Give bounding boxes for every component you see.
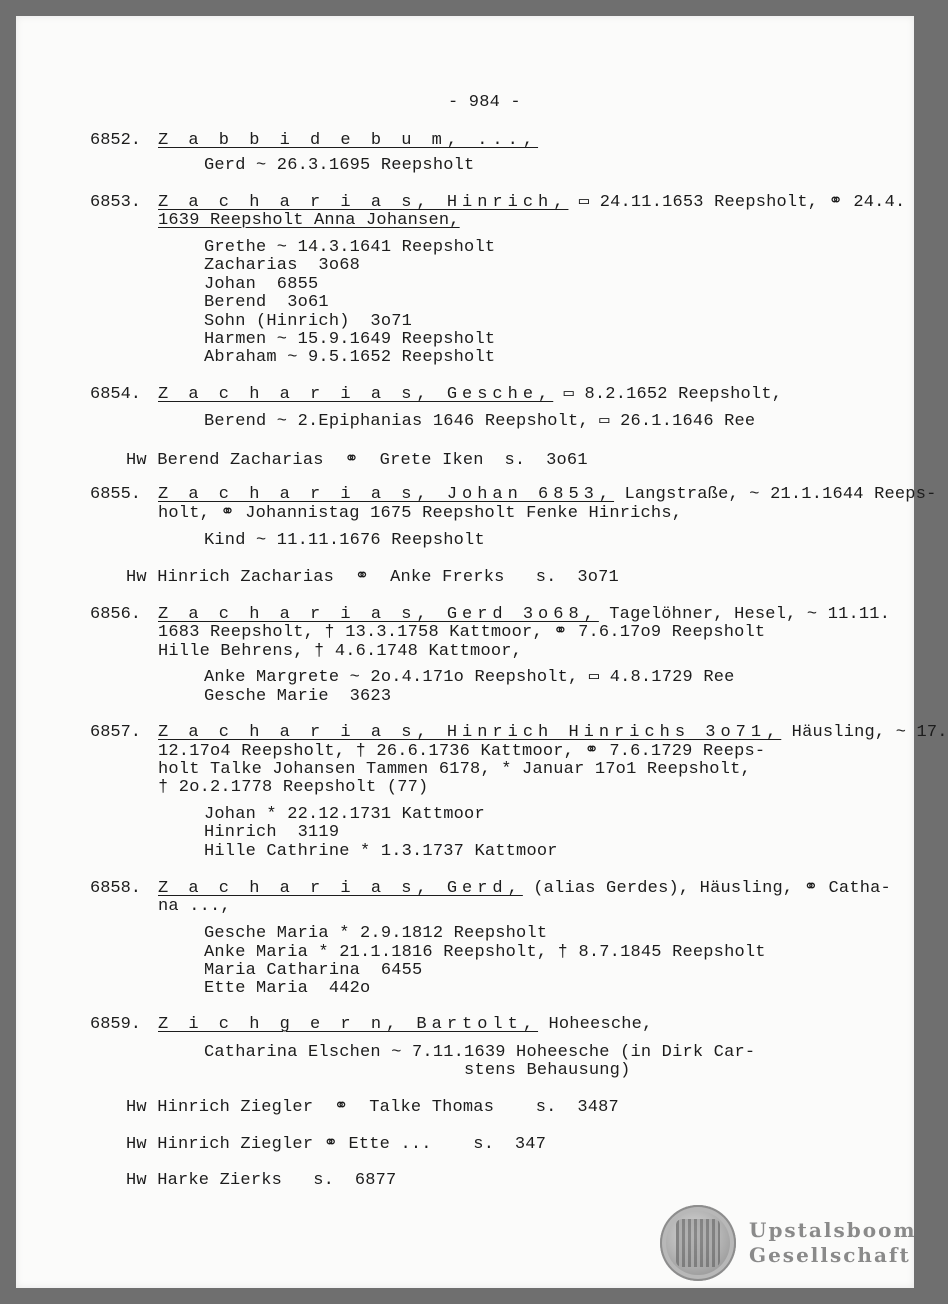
child-line: Johan 6855	[204, 275, 319, 294]
child-line: Anke Maria * 21.1.1816 Reepsholt, † 8.7.1845 Reepsholt	[204, 943, 766, 962]
brand-line-1: Upstalsboom	[749, 1218, 917, 1242]
entry-continuation: holt, ⚭ Johannistag 1675 Reepsholt Fenke Hinrichs,	[158, 504, 683, 523]
entry-heading	[158, 606, 890, 624]
child-line: Ette Maria 442o	[204, 979, 371, 998]
entry-surname: Z a b b i d e b u m, ...,	[158, 131, 539, 150]
entry-surname: Z a c h a r i a s, Gerd 3o68,	[158, 605, 599, 624]
entry-continuation: 1683 Reepsholt, † 13.3.1758 Kattmoor, ⚭ 7.6.17o9 Reepsholt	[158, 623, 766, 642]
brand-line-2: Gesellschaft	[749, 1243, 911, 1267]
entry-continuation: † 2o.2.1778 Reepsholt (77)	[158, 778, 429, 797]
child-line: Catharina Elschen ~ 7.11.1639 Hoheesche (in Dirk Car-	[204, 1043, 756, 1062]
entry-heading	[158, 194, 905, 212]
entry-heading	[158, 386, 782, 404]
child-line: Kind ~ 11.11.1676 Reepsholt	[204, 531, 485, 550]
entry-rest: Hoheesche,	[538, 1015, 653, 1034]
hw-line: Hw Harke Zierks s. 6877	[126, 1171, 397, 1190]
entry-rest: (alias Gerdes), Häusling, ⚭ Catha-	[522, 879, 891, 898]
entry-heading	[158, 880, 891, 898]
entry-heading	[158, 486, 937, 504]
entry-continuation: 1639 Reepsholt Anna Johansen,	[158, 211, 460, 230]
entry-surname: Z a c h a r i a s, Johan 6853,	[158, 485, 615, 504]
hw-line: Hw Hinrich Ziegler ⚭ Talke Thomas s. 3487	[126, 1098, 619, 1117]
entry-continuation: holt Talke Johansen Tammen 6178, * Januar 17o1 Reepsholt,	[158, 760, 751, 779]
entry-number: 6856.	[90, 605, 142, 624]
child-line: Hinrich 3119	[204, 823, 340, 842]
child-line: Gesche Maria * 2.9.1812 Reepsholt	[204, 924, 548, 943]
entry-number: 6855.	[90, 485, 142, 504]
hw-line: Hw Hinrich Ziegler ⚭ Ette ... s. 347	[126, 1135, 547, 1154]
entry-number: 6854.	[90, 385, 142, 404]
entry-rest: Tagelöhner, Hesel, ~ 11.11.	[598, 605, 891, 624]
entry-continuation: 12.17o4 Reepsholt, † 26.6.1736 Kattmoor, ⚭ 7.6.1729 Reeps-	[158, 742, 766, 761]
entry-rest: ▭ 8.2.1652 Reepsholt,	[553, 385, 783, 404]
hw-line: Hw Hinrich Zacharias ⚭ Anke Frerks s. 3o71	[126, 568, 619, 587]
entry-heading	[158, 1016, 652, 1034]
child-line: Gesche Marie 3623	[204, 687, 392, 706]
child-line: Grethe ~ 14.3.1641 Reepsholt	[204, 238, 496, 257]
entry-surname: Z a c h a r i a s, Hinrich,	[158, 193, 569, 212]
child-line: Harmen ~ 15.9.1649 Reepsholt	[204, 330, 496, 349]
child-line: Zacharias 3o68	[204, 256, 361, 275]
child-line: Abraham ~ 9.5.1652 Reepsholt	[204, 348, 496, 367]
entry-number: 6852.	[90, 131, 142, 150]
entry-number: 6859.	[90, 1015, 142, 1034]
document-page	[16, 16, 948, 1288]
child-line: Berend 3o61	[204, 293, 329, 312]
page-number: - 984 -	[448, 93, 521, 112]
entry-rest: Langstraße, ~ 21.1.1644 Reeps-	[614, 485, 937, 504]
seal-logo-icon	[660, 1205, 736, 1281]
entry-number: 6858.	[90, 879, 142, 898]
entry-surname: Z a c h a r i a s, Hinrich Hinrichs 3o71,	[158, 723, 782, 742]
entry-continuation: Hille Behrens, † 4.6.1748 Kattmoor,	[158, 642, 523, 661]
entry-surname: Z a c h a r i a s, Gerd,	[158, 879, 523, 898]
entry-heading	[158, 132, 538, 150]
child-line: Berend ~ 2.Epiphanias 1646 Reepsholt, ▭ 26.1.1646 Ree	[204, 412, 756, 431]
child-line: Sohn (Hinrich) 3o71	[204, 312, 413, 331]
child-line: Johan * 22.12.1731 Kattmoor	[204, 805, 485, 824]
entry-number: 6857.	[90, 723, 142, 742]
child-line: stens Behausung)	[204, 1061, 631, 1080]
entry-rest: Häusling, ~ 17.	[781, 723, 948, 742]
child-line: Hille Cathrine * 1.3.1737 Kattmoor	[204, 842, 558, 861]
entry-heading	[158, 724, 948, 742]
entry-rest: ▭ 24.11.1653 Reepsholt, ⚭ 24.4.	[568, 193, 906, 212]
child-line: Anke Margrete ~ 2o.4.171o Reepsholt, ▭ 4.8.1729 Ree	[204, 668, 735, 687]
child-line: Gerd ~ 26.3.1695 Reepsholt	[204, 156, 475, 175]
hw-line: Hw Berend Zacharias ⚭ Grete Iken s. 3o61	[126, 451, 588, 470]
entry-continuation: na ...,	[158, 897, 231, 916]
entry-surname: Z i c h g e r n, Bartolt,	[158, 1015, 539, 1034]
child-line: Maria Catharina 6455	[204, 961, 423, 980]
entry-surname: Z a c h a r i a s, Gesche,	[158, 385, 554, 404]
entry-number: 6853.	[90, 193, 142, 212]
